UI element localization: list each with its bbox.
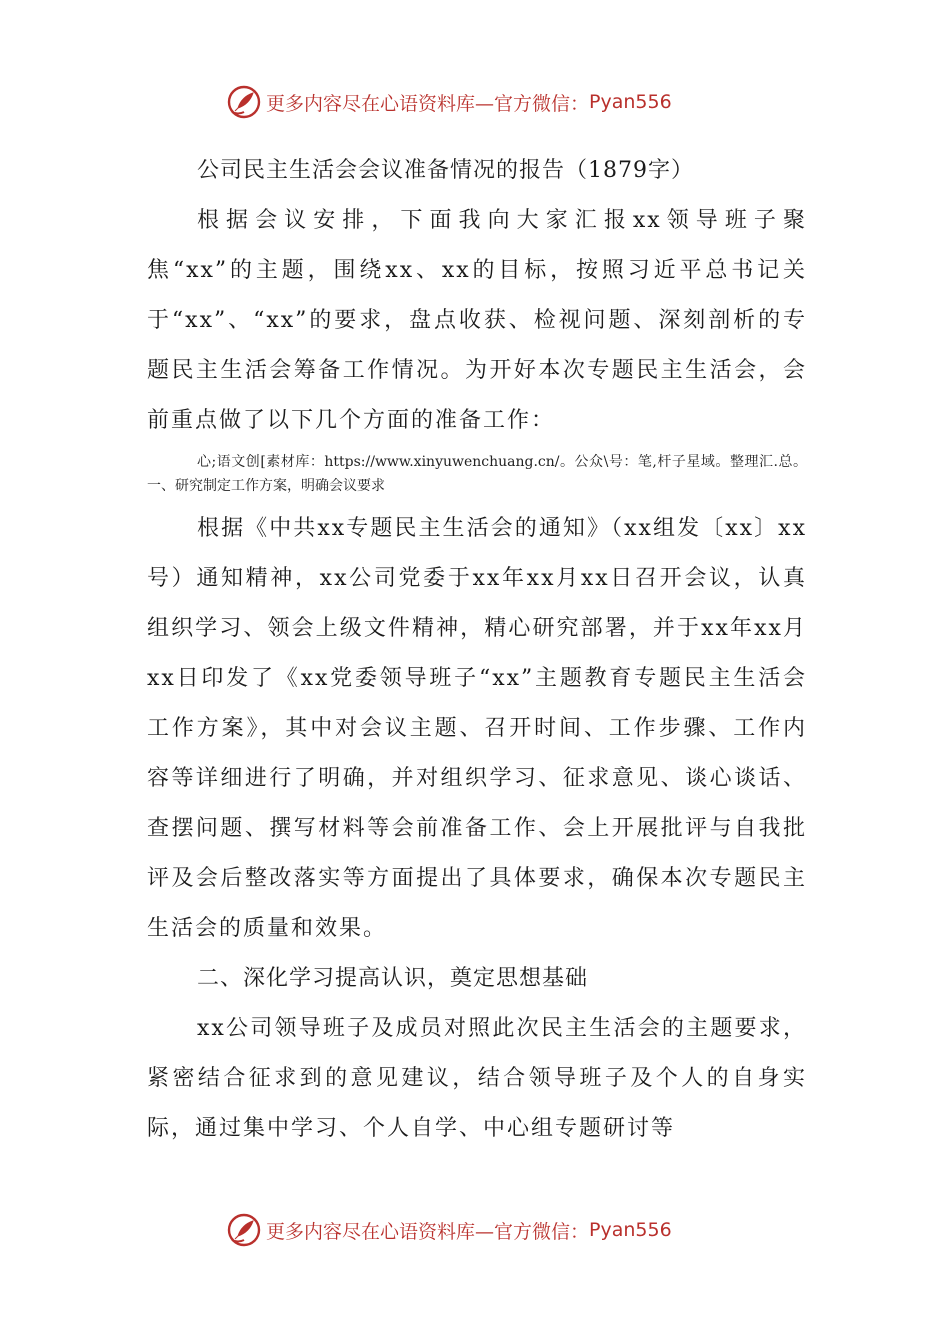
watermark-banner-bottom <box>226 1210 672 1250</box>
watermark-banner-top <box>226 82 672 122</box>
section-two-paragraph: xx公司领导班子及成员对照此次民主生活会的主题要求，紧密结合征求到的意见建议，结合领导班子及个人的自身实际，通过集中学习、个人自学、中心组专题研讨等 <box>147 1016 807 1141</box>
source-note: 心;语文创[素材库：https://www.xinyuwenchuang.cn/。公众\号：笔,杆子星域。整理汇.总。一、研究制定工作方案，明确会议要求 <box>147 454 807 494</box>
section-one-paragraph: 根据《中共xx专题民主生活会的通知》（xx组发〔xx〕xx号）通知精神，xx公司党委于xx年xx月xx日召开会议，认真组织学习、领会上级文件精神，精心研究部署，并于xx年xx月xx日印发了《xx党委领导班子“xx”主题教育专题民主生活会工作方案》，其中对会议主题、召开时间、工作步骤、工作内容等详细进行了明确，并对组织学习、征求意见、谈心谈话、查摆问题、撰写材料等会前准备工作、会上开展批评与自我批评及会后整改落实等方面提出了具体要求，确保本次专题民主生活会的质量和效果。 <box>147 516 807 941</box>
watermark-wechat-id: Pyan556 <box>589 91 672 113</box>
document-body <box>147 146 807 1154</box>
document-title: 公司民主生活会会议准备情况的报告（1879字） <box>197 158 694 183</box>
watermark-wechat-id: Pyan556 <box>589 1219 672 1241</box>
quill-logo-icon <box>226 1212 262 1248</box>
section-two-heading: 二、深化学习提高认识，奠定思想基础 <box>197 966 589 991</box>
watermark-text: 更多内容尽在心语资料库—官方微信： <box>266 92 590 115</box>
intro-paragraph: 根据会议安排，下面我向大家汇报xx领导班子聚焦“xx”的主题，围绕xx、xx的目标，按照习近平总书记关于“xx”、“xx”的要求，盘点收获、检视问题、深刻剖析的专题民主生活会筹备工作情况。为开好本次专题民主生活会，会前重点做了以下几个方面的准备工作： <box>147 208 807 433</box>
quill-logo-icon <box>226 84 262 120</box>
watermark-text: 更多内容尽在心语资料库—官方微信： <box>266 1220 590 1243</box>
